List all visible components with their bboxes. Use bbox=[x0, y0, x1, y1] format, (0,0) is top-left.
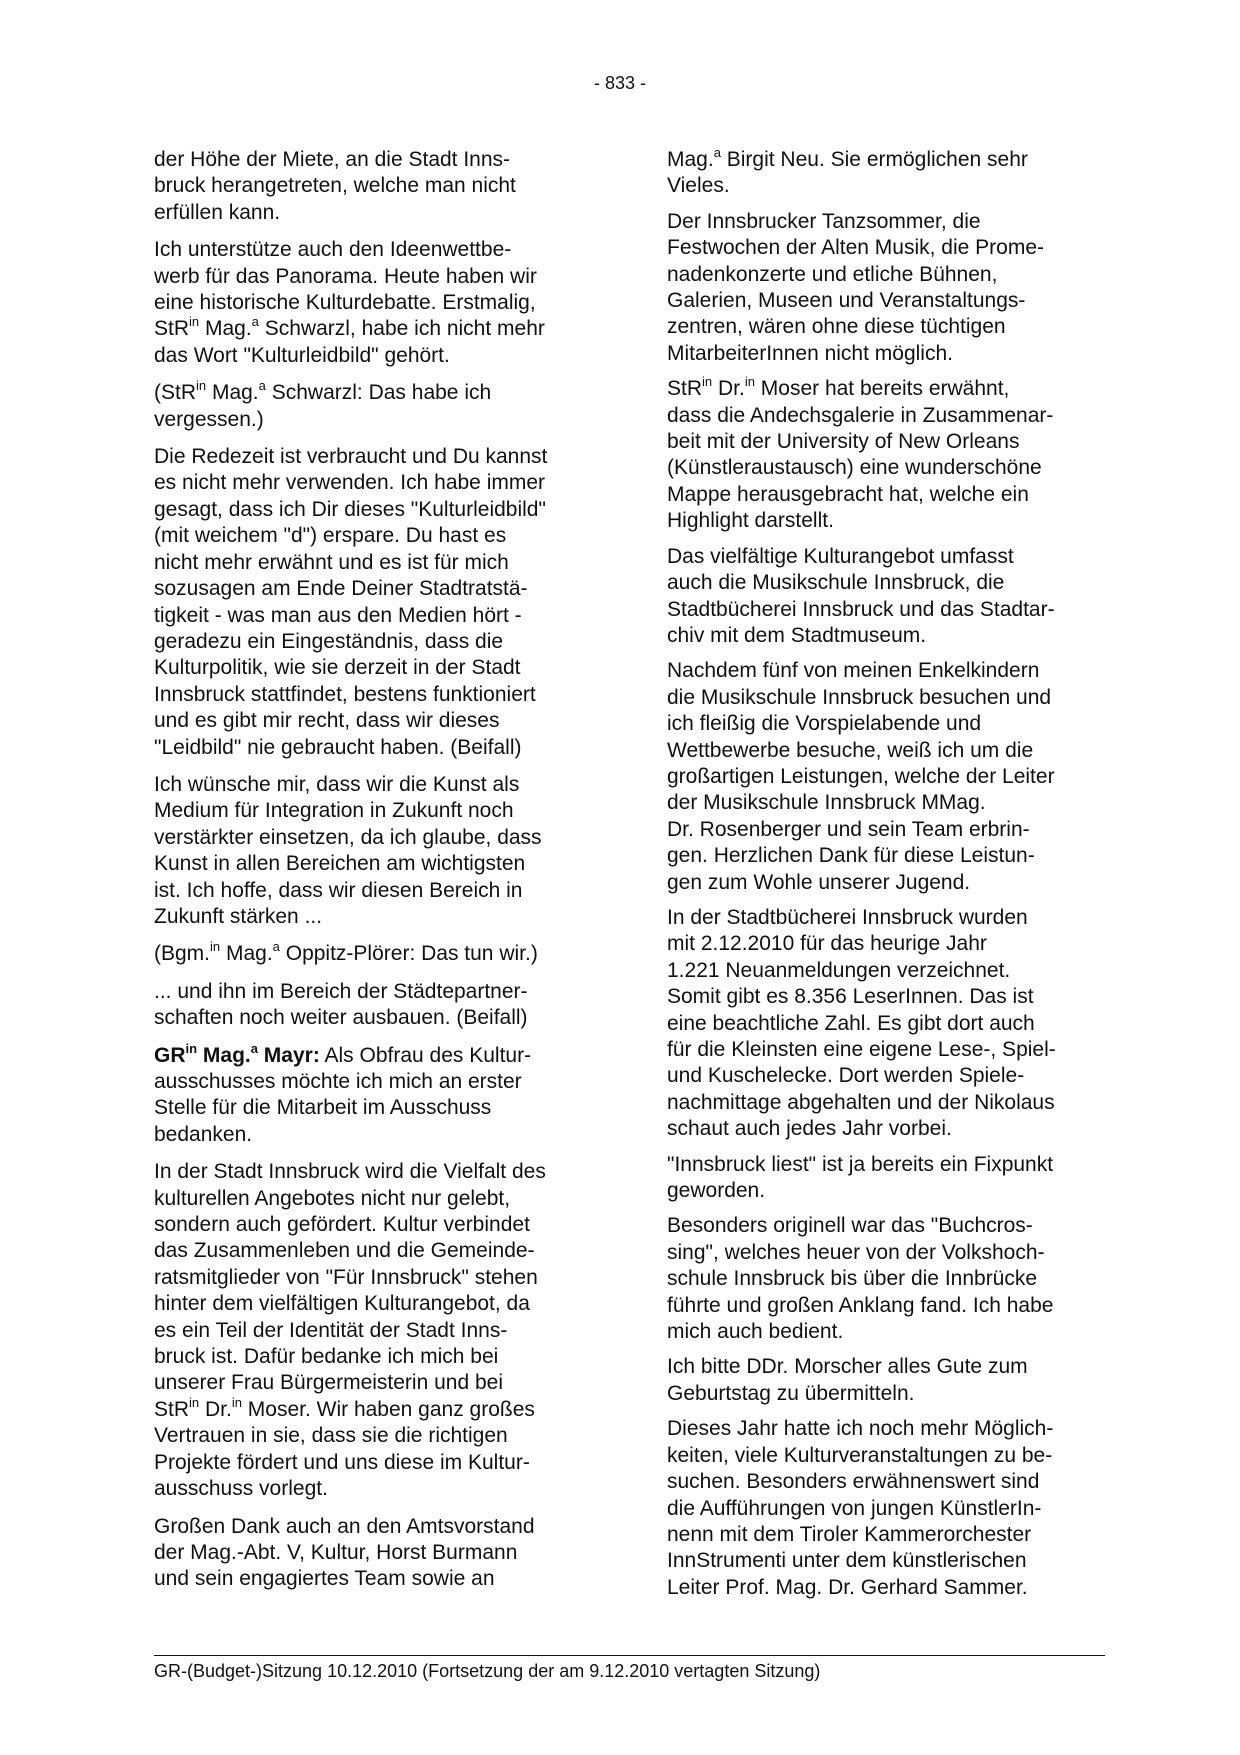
text-line: großartigen Leistungen, welche der Leiter bbox=[667, 764, 1055, 788]
text-line: Somit gibt es 8.356 LeserInnen. Das ist bbox=[667, 985, 1034, 1009]
text-line: sondern auch gefördert. Kultur verbindet bbox=[154, 1213, 530, 1237]
text-line: nadenkonzerte und etliche Bühnen, bbox=[667, 262, 998, 286]
text-line: führte und großen Anklang fand. Ich habe bbox=[667, 1293, 1054, 1317]
text-line: Mappe herausgebracht hat, welche ein bbox=[667, 482, 1029, 506]
text-line: sing", welches heuer von der Volkshoch- bbox=[667, 1240, 1045, 1264]
text-line: Projekte fördert und uns diese im Kultur- bbox=[154, 1450, 530, 1474]
text-line: Vertrauen in sie, dass sie die richtigen bbox=[154, 1424, 508, 1448]
text-line: gen zum Wohle unserer Jugend. bbox=[667, 870, 971, 894]
paragraph bbox=[154, 979, 594, 1032]
text-line: bruck ist. Dafür bedanke ich mich bei bbox=[154, 1345, 499, 1369]
paragraph bbox=[667, 658, 1107, 896]
text-line: es ein Teil der Identität der Stadt Inns- bbox=[154, 1318, 508, 1342]
text-line: "Innsbruck liest" ist ja bereits ein Fixpunkt bbox=[667, 1152, 1054, 1176]
text-line: die Musikschule Innsbruck besuchen und bbox=[667, 685, 1052, 709]
text-line: Besonders originell war das "Buchcros- bbox=[667, 1214, 1033, 1238]
text-line: unserer Frau Bürgermeisterin und bei bbox=[154, 1371, 504, 1395]
paragraph bbox=[154, 1159, 594, 1502]
text-line: dass die Andechsgalerie in Zusammenar- bbox=[667, 403, 1054, 427]
text-line: Highlight darstellt. bbox=[667, 509, 834, 533]
paragraph bbox=[154, 1040, 594, 1149]
text-line: ich fleißig die Vorspielabende und bbox=[667, 712, 982, 736]
text-line: es nicht mehr verwenden. Ich habe immer bbox=[154, 471, 546, 495]
text-line: schaften noch weiter ausbauen. (Beifall) bbox=[154, 1006, 528, 1030]
text-line: gen. Herzlichen Dank für diese Leistun- bbox=[667, 844, 1035, 868]
text-line: ausschuss vorlegt. bbox=[154, 1477, 328, 1501]
text-line: ... und ihn im Bereich der Städtepartner- bbox=[154, 979, 528, 1003]
text-line: kulturellen Angebotes nicht nur gelebt, bbox=[154, 1186, 511, 1210]
text-line: hinter dem vielfältigen Kulturangebot, da bbox=[154, 1292, 530, 1316]
text-line: (Künstleraustausch) eine wunderschöne bbox=[667, 456, 1042, 480]
text-line: zentren, wären ohne diese tüchtigen bbox=[667, 315, 1006, 339]
text-line: nachmittage abgehalten und der Nikolaus bbox=[667, 1090, 1055, 1114]
text-line: geworden. bbox=[667, 1179, 766, 1203]
paragraph bbox=[154, 1514, 594, 1593]
text-line: Ich bitte DDr. Morscher alles Gute zum bbox=[667, 1355, 1028, 1379]
text-line: Kunst in allen Bereichen am wichtigsten bbox=[154, 852, 526, 876]
text-line: bruck herangetreten, welche man nicht bbox=[154, 174, 516, 198]
text-line: und Kuschelecke. Dort werden Spiele- bbox=[667, 1064, 1025, 1088]
text-line: beit mit der University of New Orleans bbox=[667, 430, 1020, 454]
text-line: Galerien, Museen und Veranstaltungs- bbox=[667, 289, 1026, 313]
text-line: sozusagen am Ende Deiner Stadtratstä- bbox=[154, 577, 528, 601]
paragraph bbox=[154, 237, 594, 369]
text-line: auch die Musikschule Innsbruck, die bbox=[667, 571, 1005, 595]
text-line: StR$^{in}$ Dr.$^{in}$ Moser hat bereits erwähnt, bbox=[667, 374, 1010, 401]
text-line: für die Kleinsten eine eigene Lese-, Spiel- bbox=[667, 1038, 1056, 1061]
text-line: Nachdem fünf von meinen Enkelkindern bbox=[667, 659, 1040, 683]
text-line: nicht mehr erwähnt und es ist für mich bbox=[154, 550, 509, 574]
text-line: Stadtbücherei Innsbruck und das Stadtar- bbox=[667, 597, 1055, 621]
paragraph bbox=[154, 444, 594, 761]
text-line: vergessen.) bbox=[154, 407, 264, 431]
text-line: gesagt, dass ich Dir dieses "Kulturleidbild" bbox=[154, 497, 546, 521]
paragraph bbox=[667, 1152, 1107, 1205]
text-line: geradezu ein Eingeständnis, dass die bbox=[154, 629, 504, 653]
text-line: Zukunft stärken ... bbox=[154, 904, 323, 928]
paragraph bbox=[667, 1416, 1107, 1601]
text-line: Mag.$^a$ Birgit Neu. Sie ermöglichen sehr bbox=[667, 145, 1028, 171]
text-line: und es gibt mir recht, dass wir dieses bbox=[154, 709, 500, 733]
left-column bbox=[154, 147, 594, 1604]
text-line: eine beachtliche Zahl. Es gibt dort auch bbox=[667, 1011, 1035, 1035]
text-line: der Mag.-Abt. V, Kultur, Horst Burmann bbox=[154, 1540, 518, 1564]
paragraph bbox=[667, 1354, 1107, 1407]
text-line: das Zusammenleben und die Gemeinde- bbox=[154, 1239, 535, 1263]
text-line: erfüllen kann. bbox=[154, 200, 281, 224]
text-line: Dieses Jahr hatte ich noch mehr Möglich- bbox=[667, 1417, 1054, 1441]
text-line: $GR^{in}$ Mag.$^a$ Mayr: Als Obfrau des Kultur- bbox=[154, 1040, 532, 1067]
text-line: chiv mit dem Stadtmuseum. bbox=[667, 623, 927, 647]
text-line: tigkeit - was man aus den Medien hört - bbox=[154, 603, 522, 627]
text-line: (StR$^{in}$ Mag.$^a$ Schwarzl: Das habe ich bbox=[154, 378, 492, 405]
text-line: schaut auch jedes Jahr vorbei. bbox=[667, 1117, 952, 1141]
text-line: Kulturpolitik, wie sie derzeit in der Stadt bbox=[154, 656, 521, 680]
text-line: Medium für Integration in Zukunft noch bbox=[154, 799, 514, 823]
text-line: der Musikschule Innsbruck MMag. bbox=[667, 791, 986, 815]
text-line: Innsbruck stattfindet, bestens funktioniert bbox=[154, 682, 536, 706]
text-line: Vieles. bbox=[667, 174, 730, 198]
text-line: (mit weichem "d") erspare. Du hast es bbox=[154, 524, 507, 548]
text-line: In der Stadt Innsbruck wird die Vielfalt des bbox=[154, 1160, 546, 1184]
text-line: Geburtstag zu übermitteln. bbox=[667, 1381, 915, 1405]
text-line: mich auch bedient. bbox=[667, 1320, 844, 1344]
text-line: Großen Dank auch an den Amtsvorstand bbox=[154, 1514, 535, 1538]
text-line: Dr. Rosenberger und sein Team erbrin- bbox=[667, 817, 1030, 841]
paragraph bbox=[667, 209, 1107, 367]
text-line: das Wort "Kulturleidbild" gehört. bbox=[154, 343, 450, 367]
paragraph bbox=[667, 147, 1107, 200]
text-line: ausschusses möchte ich mich an erster bbox=[154, 1070, 522, 1093]
text-line: bedanken. bbox=[154, 1122, 253, 1146]
paragraph bbox=[667, 544, 1107, 650]
text-line: Der Innsbrucker Tanzsommer, die bbox=[667, 209, 981, 233]
text-line: 1.221 Neuanmeldungen verzeichnet. bbox=[667, 958, 1011, 982]
text-line: schule Innsbruck bis über die Innbrücke bbox=[667, 1267, 1038, 1291]
text-line: suchen. Besonders erwähnenswert sind bbox=[667, 1470, 1040, 1494]
text-line: Wettbewerbe besuche, weiß ich um die bbox=[667, 738, 1034, 762]
right-column bbox=[667, 147, 1107, 1610]
text-line: In der Stadtbücherei Innsbruck wurden bbox=[667, 905, 1028, 929]
text-line: StR$^{in}$ Mag.$^a$ Schwarzl, habe ich nicht mehr bbox=[154, 314, 545, 341]
paragraph bbox=[154, 941, 594, 967]
text-line: Leiter Prof. Mag. Dr. Gerhard Sammer. bbox=[667, 1575, 1028, 1599]
text-line: Ich unterstütze auch den Ideenwettbe- bbox=[154, 238, 512, 262]
text-line: ist. Ich hoffe, dass wir diesen Bereich in bbox=[154, 878, 523, 902]
paragraph bbox=[154, 380, 594, 433]
paragraph bbox=[667, 376, 1107, 534]
text-line: Die Redezeit ist verbraucht und Du kannst bbox=[154, 445, 548, 469]
text-line: eine historische Kulturdebatte. Erstmalig, bbox=[154, 291, 536, 315]
text-line: keiten, viele Kulturveranstaltungen zu be- bbox=[667, 1443, 1053, 1467]
page-number: - 833 - bbox=[593, 73, 647, 93]
text-line: MitarbeiterInnen nicht möglich. bbox=[667, 341, 953, 365]
footer-divider bbox=[154, 1655, 1105, 1656]
text-line: StR$^{in}$ Dr.$^{in}$ Moser. Wir haben ganz großes bbox=[154, 1394, 535, 1421]
text-line: und sein engagiertes Team sowie an bbox=[154, 1567, 495, 1591]
text-line: der Höhe der Miete, an die Stadt Inns- bbox=[154, 148, 511, 171]
text-line: Stelle für die Mitarbeit im Ausschuss bbox=[154, 1096, 492, 1120]
text-line: (Bgm.$^{in}$ Mag.$^a$ Oppitz-Plörer: Das tun wir.) bbox=[154, 939, 538, 966]
text-line: InnStrumenti unter dem künstlerischen bbox=[667, 1549, 1027, 1573]
text-line: Festwochen der Alten Musik, die Prome- bbox=[667, 236, 1044, 260]
text-line: "Leidbild" nie gebraucht haben. (Beifall) bbox=[154, 735, 522, 759]
text-line: verstärkter einsetzen, da ich glaube, dass bbox=[154, 825, 542, 849]
paragraph bbox=[154, 772, 594, 930]
text-line: die Aufführungen von jungen KünstlerIn- bbox=[667, 1496, 1042, 1520]
paragraph bbox=[667, 1213, 1107, 1345]
text-line: mit 2.12.2010 für das heurige Jahr bbox=[667, 932, 987, 956]
text-line: werb für das Panorama. Heute haben wir bbox=[154, 264, 537, 288]
text-line: Ich wünsche mir, dass wir die Kunst als bbox=[154, 772, 520, 796]
paragraph bbox=[154, 147, 594, 226]
text-line: Das vielfältige Kulturangebot umfasst bbox=[667, 544, 1014, 568]
paragraph bbox=[667, 905, 1107, 1143]
text-line: nenn mit dem Tiroler Kammerorchester bbox=[667, 1522, 1032, 1546]
text-line: ratsmitglieder von "Für Innsbruck" stehen bbox=[154, 1265, 538, 1289]
footer-text: GR-(Budget-)Sitzung 10.12.2010 (Fortsetzung der am 9.12.2010 vertagten Sitzung) bbox=[154, 1661, 821, 1681]
